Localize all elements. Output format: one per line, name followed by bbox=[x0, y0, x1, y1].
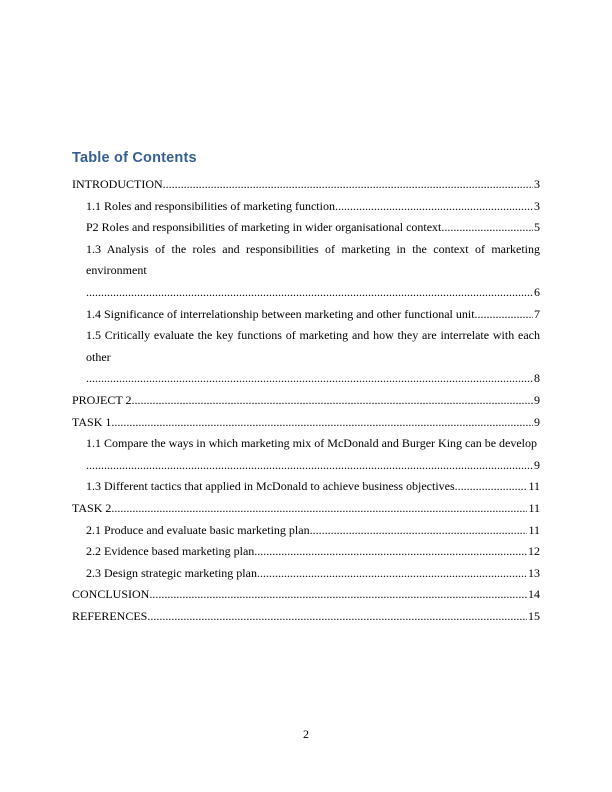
toc-entry-text: 2.3 Design strategic marketing plan bbox=[86, 565, 257, 580]
toc-page-number: 13 bbox=[528, 565, 540, 580]
toc-entry-text: 1.3 Analysis of the roles and responsibilities of marketing in the context of marketing environment bbox=[86, 241, 540, 278]
toc-dot-leader bbox=[335, 196, 533, 218]
toc-page-number: 14 bbox=[528, 587, 540, 602]
toc-dot-leader bbox=[441, 217, 533, 239]
toc-dot-leader bbox=[86, 282, 533, 304]
toc-entry-text: 1.3 Different tactics that applied in McDonald to achieve business objectives bbox=[86, 479, 455, 494]
toc-dot-leader bbox=[131, 390, 533, 412]
toc-entry bbox=[72, 325, 540, 390]
toc-entry-text: TASK 2 bbox=[72, 500, 112, 515]
toc-page-number: 9 bbox=[534, 392, 540, 407]
toc-dot-leader bbox=[147, 606, 527, 628]
toc-entry-text: 1.1 Compare the ways in which marketing mix of McDonald and Burger King can be develop bbox=[86, 436, 538, 451]
toc-entry bbox=[72, 390, 540, 412]
toc-dot-leader bbox=[455, 476, 528, 498]
toc-entry-text: CONCLUSION bbox=[72, 587, 150, 602]
toc-entry-text: 1.5 Critically evaluate the key functions of marketing and how they are interrelate with each other bbox=[86, 328, 540, 364]
toc-page-number: 8 bbox=[534, 371, 540, 386]
toc-entry-text: REFERENCES bbox=[72, 608, 148, 623]
toc-page-number: 6 bbox=[534, 284, 540, 299]
toc-entry-text: INTRODUCTION bbox=[72, 177, 163, 191]
toc-dot-leader bbox=[254, 541, 527, 563]
toc-entry bbox=[72, 541, 540, 563]
toc-entry bbox=[72, 433, 540, 476]
toc-entry bbox=[72, 217, 540, 239]
page-title: Table of Contents bbox=[72, 150, 197, 166]
toc-entry bbox=[72, 304, 540, 326]
toc-page-number: 11 bbox=[528, 522, 540, 537]
toc-entry-text: P2 Roles and responsibilities of marketing in wider organisational context bbox=[86, 220, 442, 235]
toc-entry-text: 2.1 Produce and evaluate basic marketing plan bbox=[86, 522, 310, 537]
footer-page-number: 2 bbox=[303, 727, 309, 741]
toc-page-number: 3 bbox=[534, 198, 540, 213]
toc-entry-text: TASK 1 bbox=[72, 414, 112, 429]
toc-dot-leader bbox=[257, 563, 527, 585]
toc-page-number: 12 bbox=[528, 544, 540, 559]
toc-entry bbox=[72, 196, 540, 218]
toc-entry-text: 1.4 Significance of interrelationship between marketing and other functional unit bbox=[86, 306, 475, 321]
toc-dot-leader bbox=[149, 584, 527, 606]
toc-dot-leader bbox=[86, 455, 533, 477]
toc-page-number: 5 bbox=[534, 220, 540, 235]
toc-dot-leader bbox=[111, 498, 527, 520]
toc-page-number: 9 bbox=[534, 414, 540, 429]
toc-page-number: 7 bbox=[534, 306, 540, 321]
toc-entry-text: PROJECT 2 bbox=[72, 392, 132, 407]
toc-dot-leader bbox=[86, 368, 533, 390]
toc-dot-leader bbox=[310, 520, 528, 542]
toc-entry bbox=[72, 498, 540, 520]
toc-page-number: 3 bbox=[534, 177, 540, 191]
toc-entry bbox=[72, 174, 540, 196]
toc-dot-leader bbox=[475, 304, 533, 326]
toc-page-number: 11 bbox=[528, 479, 540, 494]
toc-entry-text: 2.2 Evidence based marketing plan bbox=[86, 544, 255, 559]
toc-entry-text: 1.1 Roles and responsibilities of marketing function bbox=[86, 198, 335, 213]
toc-entry bbox=[72, 563, 540, 585]
toc-entry bbox=[72, 476, 540, 498]
toc-page-number: 15 bbox=[528, 608, 540, 623]
toc-entry bbox=[72, 239, 540, 304]
toc-page-number: 11 bbox=[528, 500, 540, 515]
toc-entry bbox=[72, 520, 540, 542]
toc-entry bbox=[72, 606, 540, 628]
toc-entry bbox=[72, 412, 540, 434]
toc-dot-leader bbox=[163, 174, 533, 196]
toc-dot-leader bbox=[111, 412, 533, 434]
toc-page-number: 9 bbox=[534, 457, 540, 472]
toc-entry bbox=[72, 584, 540, 606]
